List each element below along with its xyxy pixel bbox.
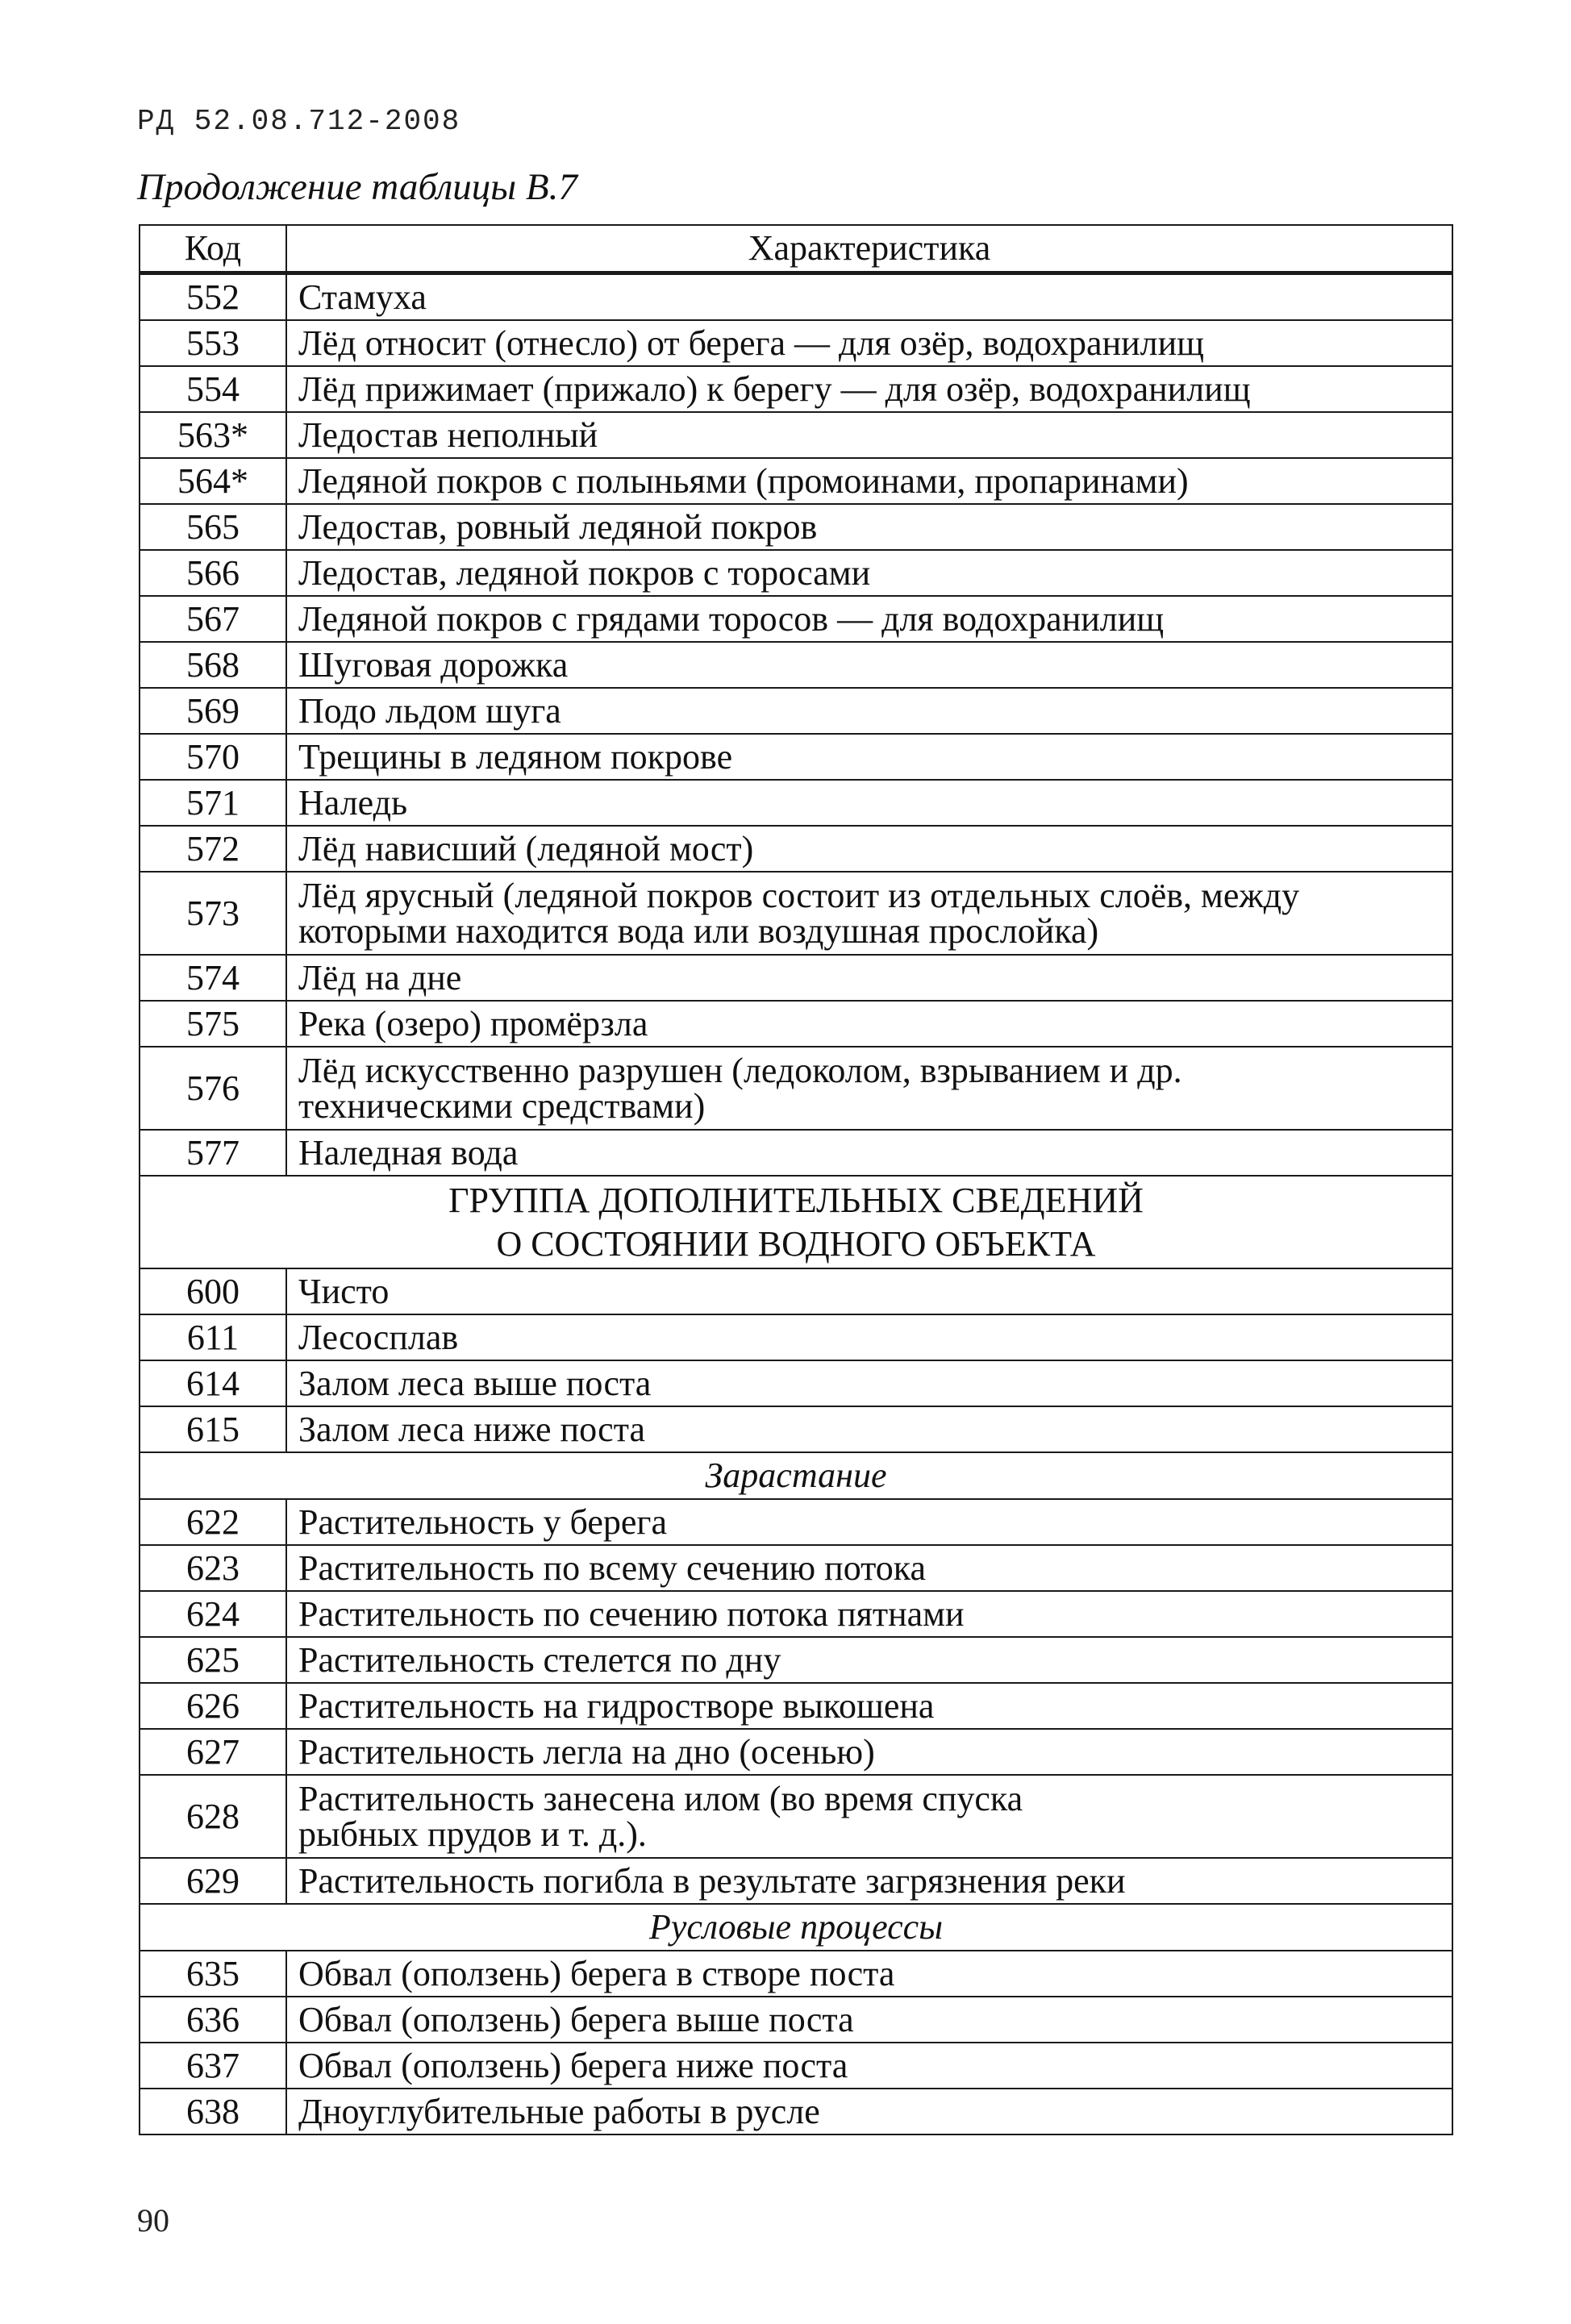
- characteristic-cell: Лесосплав: [286, 1314, 1452, 1360]
- table-row: [140, 1001, 1452, 1047]
- characteristic-cell: Шуговая дорожка: [286, 642, 1452, 688]
- code-cell: 623: [140, 1545, 286, 1591]
- table-row: [140, 1637, 1452, 1683]
- code-cell: 600: [140, 1268, 286, 1314]
- table-row: [140, 1047, 1452, 1130]
- table-row: [140, 2089, 1452, 2134]
- characteristic-cell: Лёд нависший (ледяной мост): [286, 826, 1452, 872]
- characteristic-cell: Растительность погибла в результате загрязнения реки: [286, 1858, 1452, 1904]
- code-cell: 570: [140, 734, 286, 780]
- subgroup-heading: Зарастание: [140, 1452, 1452, 1499]
- table-row: [140, 1951, 1452, 1997]
- code-cell: 577: [140, 1130, 286, 1176]
- code-cell: 628: [140, 1775, 286, 1858]
- characteristic-cell: Подо льдом шуга: [286, 688, 1452, 734]
- table-row: [140, 550, 1452, 596]
- group-heading: [140, 1176, 1452, 1268]
- table-row: [140, 1775, 1452, 1858]
- table-row: [140, 1268, 1452, 1314]
- codes-table: [139, 224, 1453, 2135]
- characteristic-cell: Чисто: [286, 1268, 1452, 1314]
- characteristic-cell: Растительность стелется по дну: [286, 1637, 1452, 1683]
- table-row: [140, 2043, 1452, 2089]
- table-row: [140, 504, 1452, 550]
- characteristic-cell: Ледостав, ледяной покров с торосами: [286, 550, 1452, 596]
- code-cell: 565: [140, 504, 286, 550]
- characteristic-line: рыбных прудов и т. д.).: [298, 1814, 647, 1854]
- document-code: РД 52.08.712-2008: [137, 105, 461, 138]
- characteristic-cell: Ледяной покров с полыньями (промоинами, пропаринами): [286, 458, 1452, 504]
- characteristic-line: Лёд ярусный (ледяной покров состоит из отдельных слоёв, между: [298, 875, 1300, 915]
- table-row: [140, 1314, 1452, 1360]
- characteristic-cell: Обвал (оползень) берега в створе поста: [286, 1951, 1452, 1997]
- table-row: [140, 642, 1452, 688]
- code-cell: 635: [140, 1951, 286, 1997]
- code-cell: 569: [140, 688, 286, 734]
- code-cell: 567: [140, 596, 286, 642]
- page-number: 90: [137, 2202, 169, 2239]
- table-header-row: [140, 225, 1452, 273]
- characteristic-line: техническими средствами): [298, 1085, 706, 1126]
- characteristic-cell: [286, 872, 1452, 955]
- code-cell: 638: [140, 2089, 286, 2134]
- characteristic-line: Растительность занесена илом (во время спуска: [298, 1778, 1023, 1818]
- code-cell: 622: [140, 1499, 286, 1545]
- characteristic-cell: [286, 1775, 1452, 1858]
- code-cell: 614: [140, 1360, 286, 1406]
- characteristic-cell: Река (озеро) промёрзла: [286, 1001, 1452, 1047]
- table-row: [140, 273, 1452, 321]
- characteristic-cell: Растительность на гидростворе выкошена: [286, 1683, 1452, 1729]
- table-row: [140, 458, 1452, 504]
- table-row: [140, 955, 1452, 1001]
- characteristic-cell: Залом леса выше поста: [286, 1360, 1452, 1406]
- code-cell: 575: [140, 1001, 286, 1047]
- code-cell: 576: [140, 1047, 286, 1130]
- characteristic-cell: Лёд относит (отнесло) от берега — для озёр, водохранилищ: [286, 320, 1452, 366]
- characteristic-cell: Ледостав неполный: [286, 412, 1452, 458]
- table-row: [140, 1130, 1452, 1176]
- table-row: [140, 872, 1452, 955]
- characteristic-cell: Растительность легла на дно (осенью): [286, 1729, 1452, 1775]
- table-row: [140, 1858, 1452, 1904]
- subgroup-heading: Русловые процессы: [140, 1904, 1452, 1951]
- characteristic-cell: Растительность по сечению потока пятнами: [286, 1591, 1452, 1637]
- code-cell: 563*: [140, 412, 286, 458]
- code-cell: 571: [140, 780, 286, 826]
- characteristic-cell: Растительность по всему сечению потока: [286, 1545, 1452, 1591]
- code-cell: 568: [140, 642, 286, 688]
- code-cell: 552: [140, 273, 286, 321]
- characteristic-cell: Ледостав, ровный ледяной покров: [286, 504, 1452, 550]
- characteristic-cell: Ледяной покров с грядами торосов — для водохранилищ: [286, 596, 1452, 642]
- characteristic-line: которыми находится вода или воздушная прослойка): [298, 910, 1099, 951]
- table-row: [140, 1729, 1452, 1775]
- table-row: [140, 1499, 1452, 1545]
- code-cell: 566: [140, 550, 286, 596]
- code-cell: 625: [140, 1637, 286, 1683]
- code-cell: 627: [140, 1729, 286, 1775]
- code-cell: 564*: [140, 458, 286, 504]
- table-row: [140, 1683, 1452, 1729]
- characteristic-cell: Дноуглубительные работы в русле: [286, 2089, 1452, 2134]
- code-cell: 572: [140, 826, 286, 872]
- table-row: [140, 412, 1452, 458]
- group-heading-row: [140, 1176, 1452, 1268]
- column-header-characteristic: Характеристика: [286, 225, 1452, 273]
- table-row: [140, 596, 1452, 642]
- code-cell: 636: [140, 1997, 286, 2043]
- group-heading-line: О СОСТОЯНИИ ВОДНОГО ОБЪЕКТА: [496, 1223, 1096, 1264]
- subgroup-heading-row: [140, 1904, 1452, 1951]
- group-heading-line: ГРУППА ДОПОЛНИТЕЛЬНЫХ СВЕДЕНИЙ: [448, 1180, 1144, 1220]
- code-cell: 573: [140, 872, 286, 955]
- code-cell: 626: [140, 1683, 286, 1729]
- table-row: [140, 366, 1452, 412]
- characteristic-cell: [286, 1047, 1452, 1130]
- characteristic-cell: Обвал (оползень) берега ниже поста: [286, 2043, 1452, 2089]
- characteristic-cell: Залом леса ниже поста: [286, 1406, 1452, 1452]
- table-row: [140, 1591, 1452, 1637]
- characteristic-cell: Наледь: [286, 780, 1452, 826]
- table-row: [140, 1997, 1452, 2043]
- table-caption: Продолжение таблицы В.7: [137, 166, 577, 208]
- characteristic-cell: Стамуха: [286, 273, 1452, 321]
- table-body: [140, 273, 1452, 2135]
- code-cell: 574: [140, 955, 286, 1001]
- table-row: [140, 826, 1452, 872]
- table-row: [140, 688, 1452, 734]
- code-cell: 637: [140, 2043, 286, 2089]
- code-cell: 611: [140, 1314, 286, 1360]
- characteristic-cell: Обвал (оползень) берега выше поста: [286, 1997, 1452, 2043]
- column-header-code: Код: [140, 225, 286, 273]
- table-row: [140, 734, 1452, 780]
- table-row: [140, 320, 1452, 366]
- code-cell: 629: [140, 1858, 286, 1904]
- code-cell: 553: [140, 320, 286, 366]
- table-row: [140, 780, 1452, 826]
- table-row: [140, 1406, 1452, 1452]
- characteristic-cell: Лёд на дне: [286, 955, 1452, 1001]
- characteristic-cell: Наледная вода: [286, 1130, 1452, 1176]
- table-row: [140, 1360, 1452, 1406]
- code-cell: 554: [140, 366, 286, 412]
- characteristic-cell: Трещины в ледяном покрове: [286, 734, 1452, 780]
- code-cell: 615: [140, 1406, 286, 1452]
- characteristic-cell: Растительность у берега: [286, 1499, 1452, 1545]
- characteristic-cell: Лёд прижимает (прижало) к берегу — для озёр, водохранилищ: [286, 366, 1452, 412]
- code-cell: 624: [140, 1591, 286, 1637]
- table-row: [140, 1545, 1452, 1591]
- subgroup-heading-row: [140, 1452, 1452, 1499]
- characteristic-line: Лёд искусственно разрушен (ледоколом, взрыванием и др.: [298, 1050, 1182, 1090]
